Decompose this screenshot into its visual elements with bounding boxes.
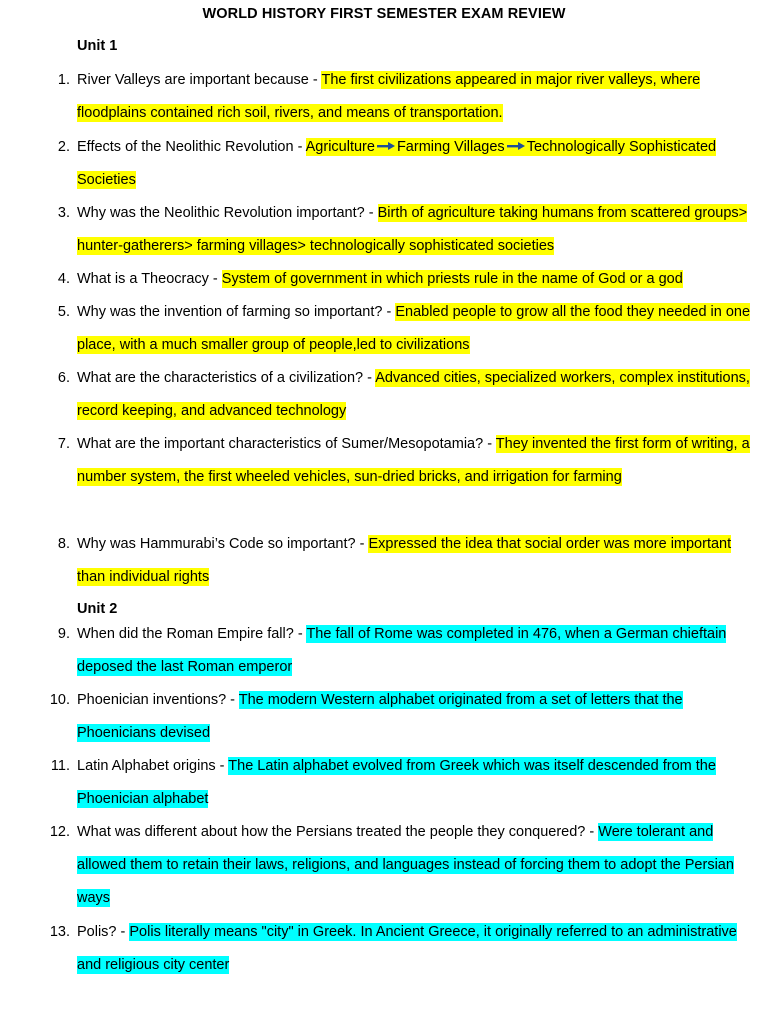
question-number: 8. xyxy=(57,536,70,552)
question-number: 6. xyxy=(57,370,70,386)
answer-part-farming-villages: Farming Villages xyxy=(396,139,505,155)
answer-highlight: Birth of agriculture taking humans from scattered groups> hunter-gatherers> farming villages> technologically sophisticated societies xyxy=(77,205,748,254)
question-text: Latin Alphabet origins - xyxy=(77,758,229,774)
question-number: 10. xyxy=(49,692,70,708)
answer-part-societies: Technologically Sophisticated Societies xyxy=(77,139,717,188)
question-text: What are the characteristics of a civilization? - xyxy=(77,370,376,386)
question-text: What was different about how the Persians treated the people they conquered? - xyxy=(77,824,599,840)
answer-highlight: Polis literally means "city" in Greek. In Ancient Greece, it originally referred to an administrative and religious city center xyxy=(77,924,737,973)
question-text: What are the important characteristics of Sumer/Mesopotamia? - xyxy=(77,436,496,452)
question-number: 13. xyxy=(49,924,70,940)
question-number: 12. xyxy=(49,824,70,840)
answer-highlight: Enabled people to grow all the food they needed in one place, with a much smaller group of people,led to civilizations xyxy=(77,304,751,353)
question-text: When did the Roman Empire fall? - xyxy=(77,626,307,642)
answer-highlight: Were tolerant and allowed them to retain their laws, religions, and languages instead of forcing them to adopt the Persian ways xyxy=(77,824,734,906)
question-number: 7. xyxy=(57,436,70,452)
answer-highlight: The modern Western alphabet originated from a set of letters that the Phoenicians devised xyxy=(77,692,683,741)
question-text: Why was Hammurabi’s Code so important? - xyxy=(77,536,369,552)
question-number: 11. xyxy=(50,758,70,774)
question-number: 9. xyxy=(57,626,70,642)
answer-part-agriculture: Agriculture xyxy=(305,139,375,155)
answer-highlight: System of government in which priests rule in the name of God or a god xyxy=(221,271,683,287)
question-text: Why was the Neolithic Revolution important? - xyxy=(77,205,378,221)
right-arrow-icon xyxy=(507,142,525,150)
question-number: 2. xyxy=(57,139,70,155)
question-text: What is a Theocracy - xyxy=(77,271,222,287)
answer-highlight: The first civilizations appeared in major river valleys, where floodplains contained rich soil, rivers, and means of transportation. xyxy=(77,72,701,121)
question-number: 5. xyxy=(57,304,70,320)
document-title: WORLD HISTORY FIRST SEMESTER EXAM REVIEW xyxy=(202,6,566,22)
question-text: Phoenician inventions? - xyxy=(77,692,239,708)
answer-highlight: They invented the first form of writing, a number system, the first wheeled vehicles, sun-dried bricks, and irrigation for farming xyxy=(77,436,750,485)
unit-1-heading: Unit 1 xyxy=(77,38,118,54)
question-text: Why was the invention of farming so important? - xyxy=(77,304,396,320)
answer-highlight: The fall of Rome was completed in 476, when a German chieftain deposed the last Roman emperor xyxy=(77,626,727,675)
question-text: Polis? - xyxy=(77,924,130,940)
answer-highlight: Advanced cities, specialized workers, complex institutions, record keeping, and advanced technology xyxy=(77,370,750,419)
answer-highlight: Expressed the idea that social order was more important than individual rights xyxy=(77,536,732,585)
question-text: River Valleys are important because - xyxy=(77,72,322,88)
answer-highlight: The Latin alphabet evolved from Greek which was itself descended from the Phoenician alphabet xyxy=(77,758,716,807)
question-number: 3. xyxy=(57,205,70,221)
unit-2-heading: Unit 2 xyxy=(77,601,118,617)
question-number: 4. xyxy=(57,271,70,287)
question-text: Effects of the Neolithic Revolution - xyxy=(77,139,306,155)
question-number: 1. xyxy=(57,72,70,88)
right-arrow-icon xyxy=(377,142,395,150)
